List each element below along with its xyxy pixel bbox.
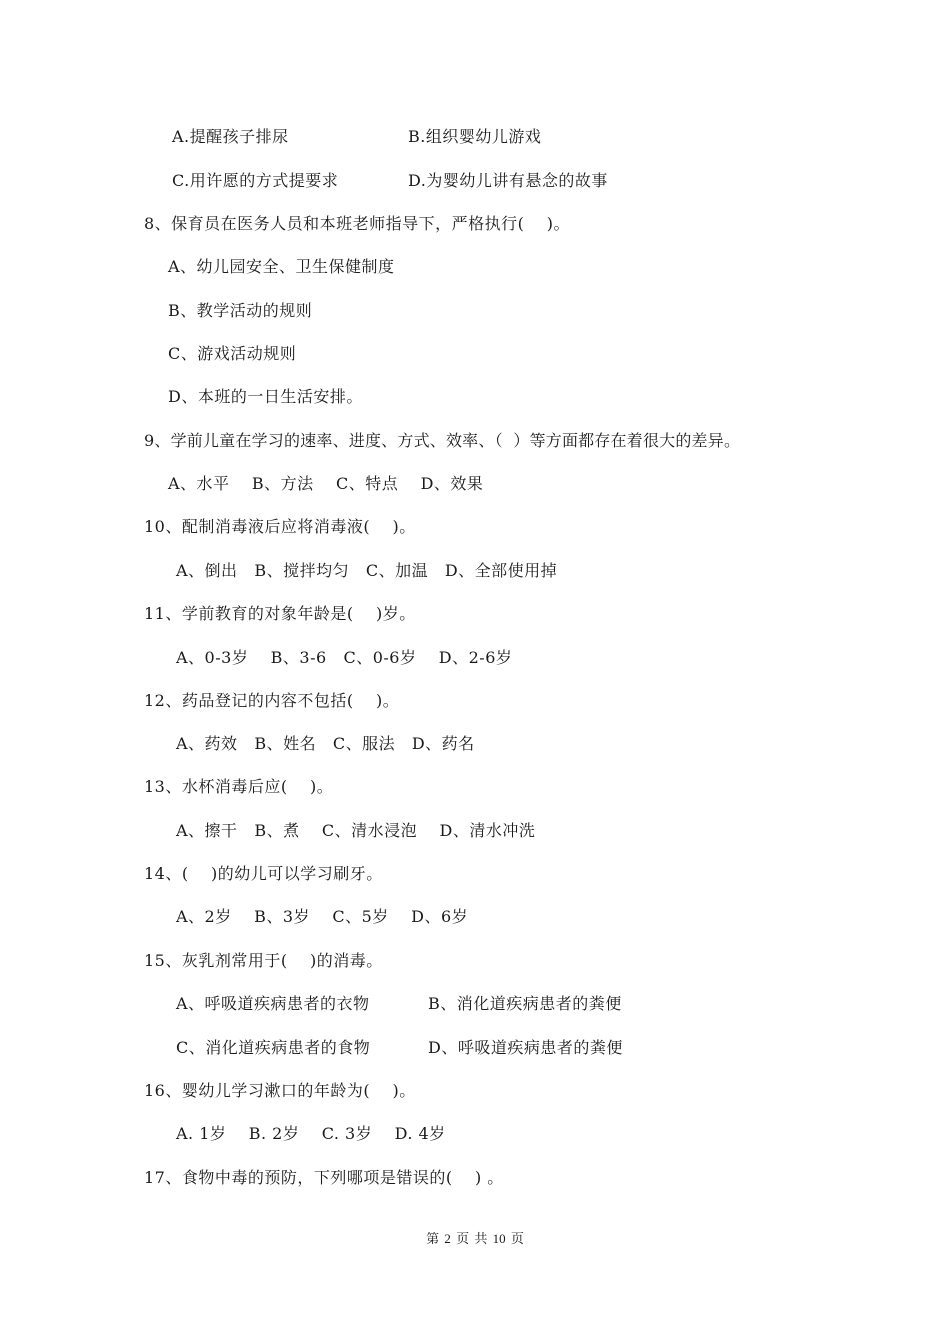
question-15: 15、灰乳剂常用于( )的消毒。: [144, 951, 383, 970]
question-12: 12、药品登记的内容不包括( )。: [144, 691, 400, 710]
q8-option-b: B、教学活动的规则: [168, 301, 313, 320]
page-number-footer: 第 2 页 共 10 页: [426, 1231, 524, 1246]
q8-option-d: D、本班的一日生活安排。: [168, 387, 363, 406]
q15-option-c: C、消化道疾病患者的食物: [176, 1038, 371, 1057]
q8-option-c: C、游戏活动规则: [168, 344, 297, 363]
q7-option-b: B.组织婴幼儿游戏: [408, 127, 542, 146]
q16-options: A. 1岁 B. 2岁 C. 3岁 D. 4岁: [176, 1124, 446, 1143]
q14-options: A、2岁 B、3岁 C、5岁 D、6岁: [176, 907, 469, 926]
q15-option-b: B、消化道疾病患者的粪便: [428, 994, 622, 1013]
q9-options: A、水平 B、方法 C、特点 D、效果: [168, 474, 484, 493]
question-11: 11、学前教育的对象年龄是( )岁。: [144, 604, 416, 623]
q15-option-a: A、呼吸道疾病患者的衣物: [176, 994, 370, 1013]
q15-option-d: D、呼吸道疾病患者的粪便: [428, 1038, 623, 1057]
q7-option-c: C.用许愿的方式提要求: [172, 171, 339, 190]
question-8: 8、保育员在医务人员和本班老师指导下，严格执行( )。: [144, 214, 571, 233]
question-9: 9、学前儿童在学习的速率、进度、方式、效率、（ ）等方面都存在着很大的差异。: [144, 431, 741, 450]
q7-option-d: D.为婴幼儿讲有悬念的故事: [408, 171, 608, 190]
question-17: 17、食物中毒的预防，下列哪项是错误的( ) 。: [144, 1168, 504, 1187]
q13-options: A、擦干 B、煮 C、清水浸泡 D、清水冲洗: [176, 821, 536, 840]
q7-option-a: A.提醒孩子排尿: [172, 127, 289, 146]
q8-option-a: A、幼儿园安全、卫生保健制度: [168, 257, 395, 276]
q12-options: A、药效 B、姓名 C、服法 D、药名: [176, 734, 475, 753]
question-16: 16、婴幼儿学习漱口的年龄为( )。: [144, 1081, 416, 1100]
q10-options: A、倒出 B、搅拌均匀 C、加温 D、全部使用掉: [176, 561, 558, 580]
q11-options: A、0-3岁 B、3-6 C、0-6岁 D、2-6岁: [176, 648, 513, 667]
question-13: 13、水杯消毒后应( )。: [144, 777, 334, 796]
question-10: 10、配制消毒液后应将消毒液( )。: [144, 517, 416, 536]
question-14: 14、( )的幼儿可以学习刷牙。: [144, 864, 383, 883]
